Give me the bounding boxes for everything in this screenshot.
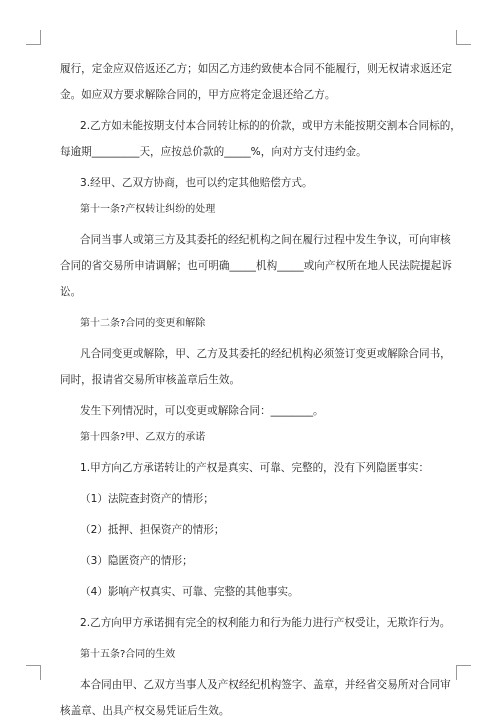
section-heading: 第十五条?合同的生效 [80, 649, 176, 660]
list-item: （2）抵押、担保资产的情形； [80, 524, 225, 536]
list-item: （3）隐匿资产的情形； [80, 555, 193, 567]
paragraph-line: 本合同由甲、乙双方当事人及产权经纪机构签字、盖章，并经省交易所对合同审 [80, 679, 451, 691]
paragraph-line: 金。如应双方要求解除合同的，甲方应将定金退还给乙方。 [60, 89, 336, 101]
paragraph-line: 2.乙方如未能按期支付本合同转让标的的价款，或甲方未能按期交割本合同标的， [80, 120, 461, 132]
section-heading: 第十一条?产权转让纠纷的处理 [80, 204, 216, 215]
paragraph-line: 履行，定金应双倍返还乙方；如因乙方违约致使本合同不能履行，则无权请求返还定 [60, 63, 452, 75]
list-item: （4）影响产权真实、可靠、完整的其他事实。 [80, 586, 299, 598]
crop-mark-bottom-left [26, 665, 41, 680]
list-item: （1）法院查封资产的情形； [80, 493, 214, 505]
crop-mark-top-left [26, 30, 41, 45]
paragraph-line: 凡合同变更或解除，甲、乙方及其委托的经纪机构必须签订变更或解除合同书， [80, 348, 451, 360]
document-body [60, 62, 461, 719]
paragraph-line: 合同的省交易所申请调解；也可明确_____机构_____或向产权所在地人民法院提起诉 [60, 260, 452, 272]
paragraph-line: 合同当事人或第三方及其委托的经纪机构之间在履行过程中发生争议，可向审核 [80, 234, 451, 246]
paragraph-line: 核盖章、出具产权交易凭证后生效。 [60, 705, 230, 717]
crop-mark-bottom-right [456, 665, 471, 680]
paragraph-line: 讼。 [60, 286, 82, 298]
section-heading: 第十四条?甲、乙双方的承诺 [80, 432, 206, 443]
paragraph-line: 每逾期_________天，应按总价款的_____%，向对方支付违约金。 [60, 146, 367, 158]
paragraph-line: 2.乙方向甲方承诺拥有完全的权利能力和行为能力进行产权受让，无欺诈行为。 [80, 617, 451, 629]
paragraph-line: 同时，报请省交易所审核盖章后生效。 [60, 374, 241, 386]
section-heading: 第十二条?合同的变更和解除 [80, 318, 206, 329]
paragraph-line: 发生下列情况时，可以变更或解除合同：________。 [80, 405, 324, 417]
paragraph-line: 1.甲方向乙方承诺转让的产权是真实、可靠、完整的，没有下列隐匿事实： [80, 462, 430, 474]
crop-mark-top-right [456, 30, 471, 45]
paragraph-line: 3.经甲、乙双方协商，也可以约定其他赔偿方式。 [80, 177, 313, 189]
